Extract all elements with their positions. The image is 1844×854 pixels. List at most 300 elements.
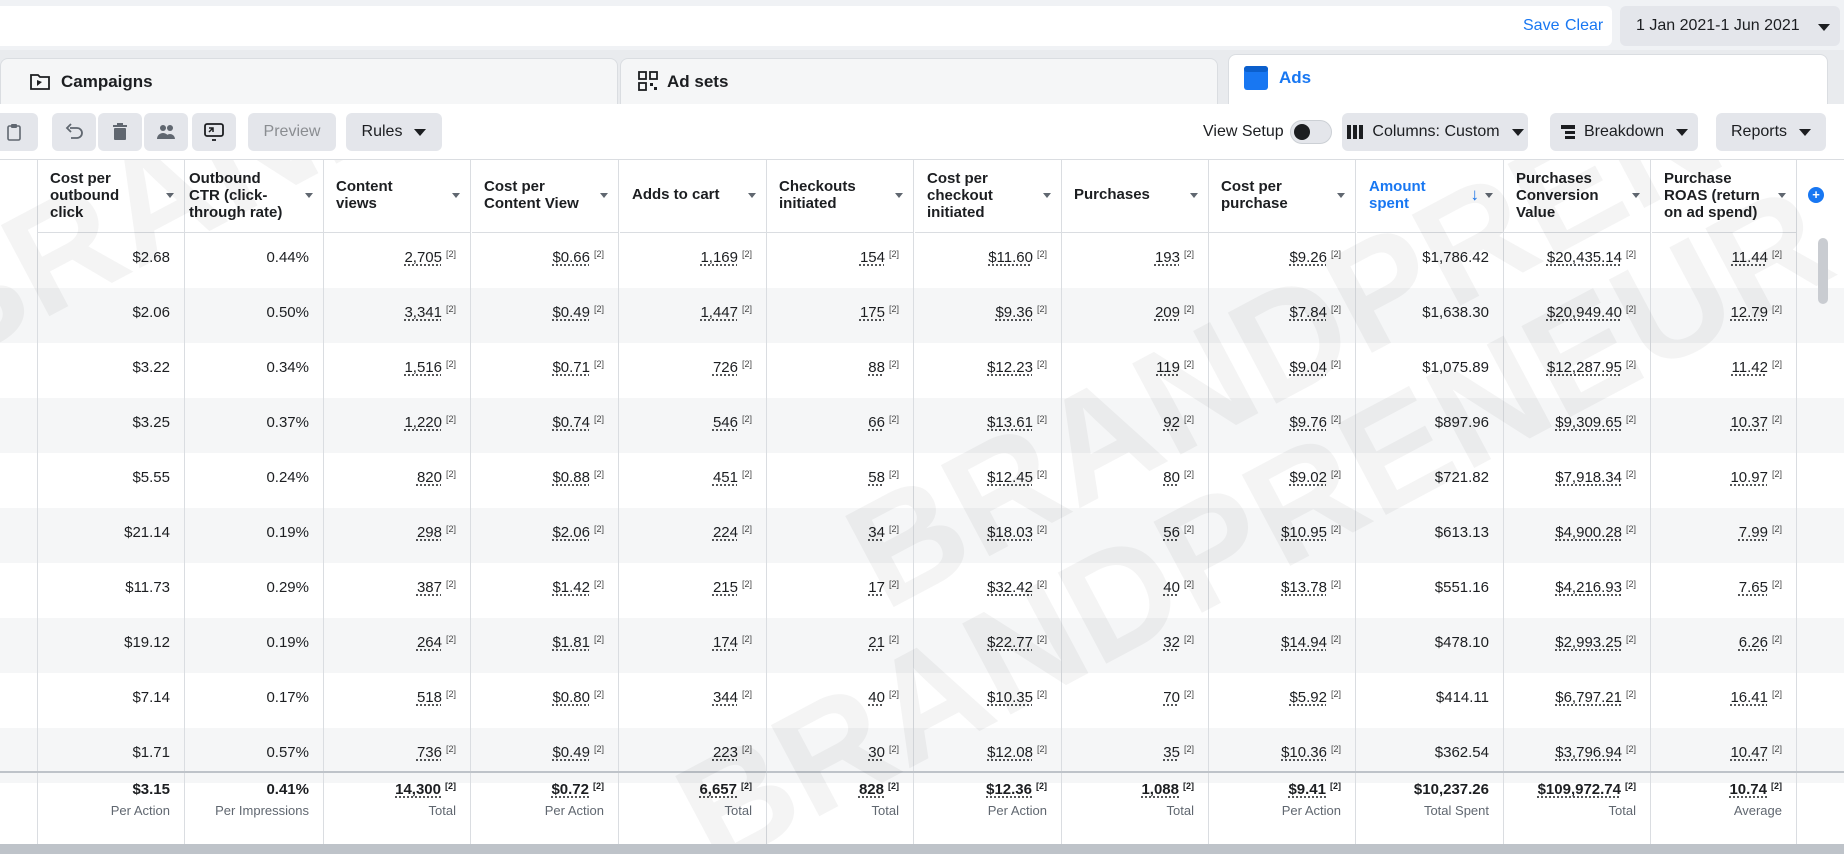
- attribution-ref: [2]: [1330, 249, 1341, 259]
- cell-value[interactable]: $4,900.28: [1555, 524, 1622, 541]
- rules-button[interactable]: [346, 113, 442, 151]
- cell-value[interactable]: $0.49: [552, 304, 590, 321]
- cell-value[interactable]: 70: [1163, 689, 1180, 706]
- attribution-ref: [2]: [593, 524, 604, 534]
- cell-value[interactable]: $12.23: [987, 359, 1033, 376]
- cell-value[interactable]: $9.02: [1289, 469, 1327, 486]
- attribution-ref: [2]: [1330, 414, 1341, 424]
- table-cell: [1289, 689, 1341, 706]
- reports-button[interactable]: [1716, 113, 1826, 151]
- table-cell: [1730, 744, 1782, 761]
- table-cell: [1732, 359, 1782, 376]
- cell-value: $11.73: [125, 579, 170, 596]
- table-cell: [1163, 634, 1194, 651]
- grid-icon: [637, 70, 659, 92]
- cell-value[interactable]: $10.36: [1281, 744, 1327, 761]
- table-cell: [1281, 524, 1341, 541]
- cell-value[interactable]: $2,993.25: [1555, 634, 1622, 651]
- cell-value[interactable]: $20,435.14: [1546, 249, 1622, 266]
- cell-value: 0.34%: [266, 359, 309, 376]
- table-cell: [1281, 634, 1341, 651]
- columns-button[interactable]: [1342, 113, 1528, 151]
- cell-value: $1,075.89: [1422, 359, 1489, 376]
- cell-value: $3.25: [132, 414, 170, 431]
- column-cpoc: [38, 160, 185, 844]
- attribution-ref: [2]: [445, 579, 456, 589]
- total-label: Per Action: [544, 803, 604, 818]
- cell-value[interactable]: $9,309.65: [1555, 414, 1622, 431]
- cell-value[interactable]: $0.74: [552, 414, 590, 431]
- column-header-cpcv[interactable]: [472, 160, 618, 233]
- cell-value[interactable]: 66: [868, 414, 885, 431]
- total-label: Average: [1733, 803, 1782, 818]
- table-cell: [1730, 304, 1782, 321]
- cell-value[interactable]: 32: [1163, 634, 1180, 651]
- table-cell: [1163, 744, 1194, 761]
- column-menu-caret-icon[interactable]: [748, 193, 756, 198]
- table-cell: [1555, 579, 1636, 596]
- cell-value[interactable]: 10.47: [1730, 744, 1768, 761]
- table-cell: [868, 744, 899, 761]
- cell-value[interactable]: 7.65: [1738, 579, 1768, 596]
- folder-flag-icon: [29, 70, 51, 92]
- column-menu-caret-icon[interactable]: [166, 193, 174, 198]
- column-header-label: Value: [1516, 204, 1556, 221]
- cell-value[interactable]: 1,447: [700, 304, 738, 321]
- cell-value[interactable]: 193: [1154, 249, 1180, 266]
- cell-value[interactable]: 209: [1154, 304, 1180, 321]
- table-cell: [1732, 249, 1782, 266]
- attribution-ref: [2]: [741, 469, 752, 479]
- attribution-ref: [2]: [1330, 634, 1341, 644]
- table-cell: [1435, 414, 1489, 431]
- table-cell: [266, 689, 309, 706]
- column-menu-caret-icon[interactable]: [600, 193, 608, 198]
- cell-value: 0.19%: [266, 524, 309, 541]
- column-header-label: Cost per: [484, 178, 545, 195]
- cell-value[interactable]: 92: [1163, 414, 1180, 431]
- attribution-ref: [2]: [1183, 524, 1194, 534]
- table-cell: [1547, 359, 1636, 376]
- table-cell: [868, 469, 899, 486]
- cell-value[interactable]: 344: [712, 689, 738, 706]
- date-range-picker[interactable]: [1620, 6, 1840, 46]
- tab-campaigns-label: Campaigns: [61, 72, 153, 91]
- attribution-ref: [2]: [1330, 689, 1341, 699]
- total-value: $12.36: [986, 781, 1032, 798]
- cell-value[interactable]: $9.26: [1289, 249, 1327, 266]
- table-cell: [987, 579, 1047, 596]
- table-cell: [1555, 689, 1636, 706]
- table-cell: [417, 579, 456, 596]
- column-header-label: CTR (click-: [189, 187, 268, 204]
- cell-value[interactable]: 40: [1163, 579, 1180, 596]
- table-cell: [713, 689, 752, 706]
- total-cell: [859, 781, 899, 818]
- attribution-ref: [2]: [1036, 359, 1047, 369]
- attribution-ref: [2]: [1183, 579, 1194, 589]
- undo-button[interactable]: [52, 113, 96, 151]
- save-link[interactable]: Save: [1523, 17, 1560, 34]
- cell-value[interactable]: $20,949.40: [1546, 304, 1622, 321]
- table-cell: [1163, 524, 1194, 541]
- attribution-ref: [2]: [1036, 634, 1047, 644]
- cell-value[interactable]: $14.94: [1281, 634, 1327, 651]
- attribution-ref: [2]: [888, 579, 899, 589]
- attribution-ref: [2]: [1625, 249, 1636, 259]
- attribution-ref: [2]: [741, 249, 752, 259]
- clipboard-icon: [5, 123, 23, 141]
- table-cell: [1422, 304, 1489, 321]
- attribution-ref: [2]: [1330, 469, 1341, 479]
- column-header-label: Adds to cart: [632, 186, 720, 203]
- column-cpcv: [472, 160, 619, 844]
- cell-value[interactable]: 264: [416, 634, 442, 651]
- table-cell: [266, 744, 309, 761]
- cell-value[interactable]: $6,797.21: [1555, 689, 1622, 706]
- cell-value[interactable]: $1.81: [552, 634, 590, 651]
- attribution-ref: [2]: [1036, 524, 1047, 534]
- total-cell: [545, 781, 604, 818]
- cell-value[interactable]: $4,216.93: [1555, 579, 1622, 596]
- table-cell: [1555, 469, 1636, 486]
- column-header-pur[interactable]: [1062, 160, 1208, 233]
- cell-value[interactable]: 34: [868, 524, 885, 541]
- cell-value[interactable]: $10.35: [987, 689, 1033, 706]
- attribution-ref: [2]: [1625, 744, 1636, 754]
- cell-value[interactable]: 1,220: [404, 414, 442, 431]
- view-setup-label: View Setup: [1203, 123, 1284, 140]
- cell-value[interactable]: 223: [712, 744, 738, 761]
- attribution-ref: [2]: [1771, 744, 1782, 754]
- column-header-label: Purchases: [1516, 170, 1592, 187]
- attribution-ref: [2]: [445, 524, 456, 534]
- attribution-ref: [2]: [741, 579, 752, 589]
- table-cell: [266, 634, 309, 651]
- attribution-ref: [2]: [888, 524, 899, 534]
- cell-value[interactable]: 11.44: [1731, 249, 1768, 266]
- table-cell: [987, 689, 1047, 706]
- table-cell: [552, 744, 604, 761]
- cell-value[interactable]: 17: [868, 579, 885, 596]
- cell-value[interactable]: $0.71: [552, 359, 590, 376]
- attribution-ref: [2]: [741, 744, 752, 754]
- attribution-ref: [2]: [741, 524, 752, 534]
- table-cell: [1555, 634, 1636, 651]
- cell-value[interactable]: $12,287.95: [1546, 359, 1622, 376]
- table-cell: [1435, 579, 1489, 596]
- attribution-ref: [2]: [888, 689, 899, 699]
- column-header-amt[interactable]: [1357, 160, 1503, 233]
- total-value: $3.15: [132, 781, 170, 798]
- filter-search-box[interactable]: [0, 6, 1612, 46]
- vertical-scrollbar[interactable]: [1818, 238, 1828, 304]
- cell-value[interactable]: $9.04: [1289, 359, 1327, 376]
- ads-data-table: [0, 160, 1844, 844]
- total-cell: [1538, 781, 1636, 818]
- column-header-octr[interactable]: [177, 160, 323, 233]
- cell-value[interactable]: $9.36: [995, 304, 1033, 321]
- cell-value[interactable]: 2,705: [404, 249, 442, 266]
- cell-value[interactable]: 518: [416, 689, 442, 706]
- table-cell: [1730, 469, 1782, 486]
- table-cell: [713, 524, 752, 541]
- cell-value[interactable]: 40: [868, 689, 885, 706]
- cell-value[interactable]: 1,516: [404, 359, 442, 376]
- cell-value[interactable]: $0.49: [552, 744, 590, 761]
- total-label: Per Action: [987, 803, 1047, 818]
- attribution-ref: [2]: [1771, 781, 1782, 791]
- cell-value[interactable]: 387: [416, 579, 442, 596]
- cell-value[interactable]: $13.61: [987, 414, 1033, 431]
- cell-value[interactable]: 12.79: [1730, 304, 1768, 321]
- table-cell: [1436, 689, 1489, 706]
- column-header-label: Cost per: [50, 170, 111, 187]
- chevron-down-icon: [414, 129, 426, 136]
- table-cell: [132, 249, 170, 266]
- attribution-ref: [2]: [1771, 524, 1782, 534]
- cell-value[interactable]: 451: [712, 469, 738, 486]
- column-header-atc[interactable]: [620, 160, 766, 233]
- chevron-down-icon: [1799, 129, 1811, 136]
- column-header-cpci[interactable]: [915, 160, 1061, 233]
- column-header-cpoc[interactable]: [38, 160, 184, 233]
- table-cell: [1555, 524, 1636, 541]
- cell-value[interactable]: 119: [1156, 359, 1180, 376]
- cell-value[interactable]: $3,796.94: [1555, 744, 1622, 761]
- column-menu-caret-icon[interactable]: [1778, 193, 1786, 198]
- audience-button[interactable]: [144, 113, 188, 151]
- table-cell: [713, 579, 752, 596]
- attribution-ref: [2]: [888, 634, 899, 644]
- column-cv: [324, 160, 471, 844]
- attribution-ref: [2]: [445, 469, 456, 479]
- attribution-ref: [2]: [1771, 689, 1782, 699]
- cell-value[interactable]: 10.37: [1730, 414, 1768, 431]
- table-cell: [1281, 744, 1341, 761]
- cell-value[interactable]: 820: [416, 469, 442, 486]
- cell-value[interactable]: $0.66: [552, 249, 590, 266]
- table-cell: [552, 524, 604, 541]
- attribution-ref: [2]: [1330, 359, 1341, 369]
- cell-value[interactable]: 174: [712, 634, 738, 651]
- total-value: 1,088: [1141, 781, 1179, 798]
- view-setup-toggle[interactable]: [1290, 120, 1332, 144]
- cell-value[interactable]: 80: [1163, 469, 1180, 486]
- attribution-ref: [2]: [1771, 469, 1782, 479]
- cell-value[interactable]: $11.60: [988, 249, 1033, 266]
- cell-value[interactable]: $7,918.34: [1555, 469, 1622, 486]
- attribution-ref: [2]: [888, 781, 899, 791]
- column-atc: [620, 160, 767, 844]
- attribution-ref: [2]: [1771, 579, 1782, 589]
- cell-value: 0.44%: [266, 249, 309, 266]
- ab-test-button[interactable]: [192, 113, 236, 151]
- cell-value[interactable]: $10.95: [1281, 524, 1327, 541]
- table-cell: [552, 359, 604, 376]
- cell-value: $2.06: [132, 304, 170, 321]
- cell-value: 0.19%: [266, 634, 309, 651]
- table-cell: [995, 304, 1047, 321]
- total-value: $10,237.26: [1413, 781, 1489, 798]
- horizontal-scrollbar[interactable]: [0, 844, 1844, 854]
- cell-value[interactable]: $12.08: [987, 744, 1033, 761]
- column-menu-caret-icon[interactable]: [895, 193, 903, 198]
- table-cell: [132, 359, 170, 376]
- cell-value[interactable]: $5.92: [1289, 689, 1327, 706]
- preview-button[interactable]: Preview: [248, 113, 336, 151]
- cell-value[interactable]: 7.99: [1738, 524, 1768, 541]
- cell-value[interactable]: $9.76: [1289, 414, 1327, 431]
- total-label: Total: [1166, 803, 1194, 818]
- attribution-ref: [2]: [1625, 579, 1636, 589]
- table-cell: [1435, 634, 1489, 651]
- total-label: Total: [1608, 803, 1636, 818]
- table-cell: [868, 359, 899, 376]
- attribution-ref: [2]: [1036, 304, 1047, 314]
- attribution-ref: [2]: [1036, 744, 1047, 754]
- cell-value[interactable]: 726: [712, 359, 738, 376]
- cell-value[interactable]: $12.45: [987, 469, 1033, 486]
- breakdown-label: Breakdown: [1583, 123, 1665, 140]
- cell-value[interactable]: $1.42: [552, 579, 590, 596]
- column-header-ci[interactable]: [767, 160, 913, 233]
- attribution-ref: [2]: [445, 359, 456, 369]
- cell-value[interactable]: 298: [416, 524, 442, 541]
- cell-value[interactable]: 215: [712, 579, 738, 596]
- table-cell: [266, 304, 309, 321]
- table-cell: [417, 524, 456, 541]
- toolbar: [0, 104, 1844, 160]
- cell-value[interactable]: 1,169: [700, 249, 738, 266]
- column-header-label: initiated: [927, 204, 985, 221]
- column-menu-caret-icon[interactable]: [1337, 193, 1345, 198]
- ab-test-icon: [204, 123, 224, 141]
- column-header-roas[interactable]: [1652, 160, 1796, 233]
- column-menu-caret-icon[interactable]: [305, 193, 313, 198]
- total-cell: [215, 781, 309, 818]
- table-cell: [700, 249, 752, 266]
- total-value: 0.41%: [266, 781, 309, 798]
- cell-value[interactable]: $0.80: [552, 689, 590, 706]
- cell-value[interactable]: 88: [868, 359, 885, 376]
- total-label: Total: [871, 803, 899, 818]
- table-cell: [132, 689, 170, 706]
- cell-value[interactable]: 16.41: [1730, 689, 1768, 706]
- column-header-label: Cost per: [927, 170, 988, 187]
- cell-value[interactable]: $18.03: [987, 524, 1033, 541]
- table-cell: [552, 304, 604, 321]
- breakdown-button[interactable]: [1550, 113, 1698, 151]
- cell-value[interactable]: 154: [859, 249, 885, 266]
- cell-value: $478.10: [1434, 634, 1489, 651]
- sort-descending-icon[interactable]: ↓: [1470, 185, 1479, 204]
- cell-value[interactable]: 21: [868, 634, 885, 651]
- cell-value[interactable]: 546: [712, 414, 738, 431]
- table-cell: [552, 689, 604, 706]
- table-cell: [266, 414, 309, 431]
- tab-campaigns[interactable]: [0, 58, 618, 104]
- column-menu-caret-icon[interactable]: [1632, 193, 1640, 198]
- table-cell: [1163, 689, 1194, 706]
- cell-value[interactable]: $13.78: [1281, 579, 1327, 596]
- cell-value[interactable]: $32.42: [987, 579, 1033, 596]
- table-cell: [1155, 304, 1194, 321]
- column-header-label: Outbound: [189, 170, 261, 187]
- tab-ad-sets[interactable]: [620, 58, 1218, 104]
- cell-value[interactable]: 175: [859, 304, 885, 321]
- cell-value[interactable]: 3,341: [404, 304, 442, 321]
- attribution-ref: [2]: [1330, 781, 1341, 791]
- attribution-ref: [2]: [445, 414, 456, 424]
- duplicate-button[interactable]: [0, 113, 38, 151]
- column-header-cv[interactable]: [324, 160, 470, 233]
- table-cell: [1163, 469, 1194, 486]
- cell-value[interactable]: 58: [868, 469, 885, 486]
- attribution-ref: [2]: [888, 469, 899, 479]
- tab-ads[interactable]: [1228, 54, 1828, 104]
- attribution-ref: [2]: [1036, 414, 1047, 424]
- clear-link[interactable]: Clear: [1565, 17, 1604, 34]
- column-header-cpp[interactable]: [1209, 160, 1355, 233]
- cell-value[interactable]: $7.84: [1289, 304, 1327, 321]
- attribution-ref: [2]: [1625, 781, 1636, 791]
- attribution-ref: [2]: [888, 359, 899, 369]
- total-cell: [986, 781, 1047, 818]
- rules-label: Rules: [361, 123, 403, 140]
- table-cell: [1156, 359, 1194, 376]
- top-bar: [0, 0, 1844, 50]
- cell-value[interactable]: 30: [868, 744, 885, 761]
- column-menu-caret-icon[interactable]: [1485, 193, 1493, 198]
- column-menu-caret-icon[interactable]: [452, 193, 460, 198]
- totals-divider: [0, 771, 1844, 773]
- attribution-ref: [2]: [593, 359, 604, 369]
- table-cell: [1422, 249, 1489, 266]
- cell-value[interactable]: 35: [1163, 744, 1180, 761]
- column-header-label: ROAS (return: [1664, 187, 1760, 204]
- attribution-ref: [2]: [1625, 469, 1636, 479]
- cell-value: 0.37%: [266, 414, 309, 431]
- column-header-pcv[interactable]: [1504, 160, 1650, 233]
- cell-value[interactable]: 6.26: [1738, 634, 1768, 651]
- cell-value: $3.22: [132, 359, 170, 376]
- add-column-button[interactable]: +: [1808, 187, 1824, 203]
- delete-button[interactable]: [98, 113, 142, 151]
- cell-value[interactable]: 11.42: [1731, 359, 1768, 376]
- attribution-ref: [2]: [888, 414, 899, 424]
- table-cell: [552, 579, 604, 596]
- column-menu-caret-icon[interactable]: [1190, 193, 1198, 198]
- cell-value: $721.82: [1434, 469, 1489, 486]
- cell-value: $1.71: [132, 744, 170, 761]
- attribution-ref: [2]: [741, 781, 752, 791]
- cell-value[interactable]: 10.97: [1730, 469, 1768, 486]
- cell-value[interactable]: $2.06: [552, 524, 590, 541]
- column-header-label: Purchases: [1074, 186, 1150, 203]
- cell-value[interactable]: 736: [416, 744, 442, 761]
- column-menu-caret-icon[interactable]: [1043, 193, 1051, 198]
- attribution-ref: [2]: [741, 359, 752, 369]
- table-cell: [860, 249, 899, 266]
- table-cell: [1163, 414, 1194, 431]
- cell-value[interactable]: $0.88: [552, 469, 590, 486]
- cell-value[interactable]: 224: [712, 524, 738, 541]
- attribution-ref: [2]: [1330, 524, 1341, 534]
- cell-value[interactable]: 56: [1163, 524, 1180, 541]
- column-header-label: Content View: [484, 195, 579, 212]
- cell-value[interactable]: $22.77: [987, 634, 1033, 651]
